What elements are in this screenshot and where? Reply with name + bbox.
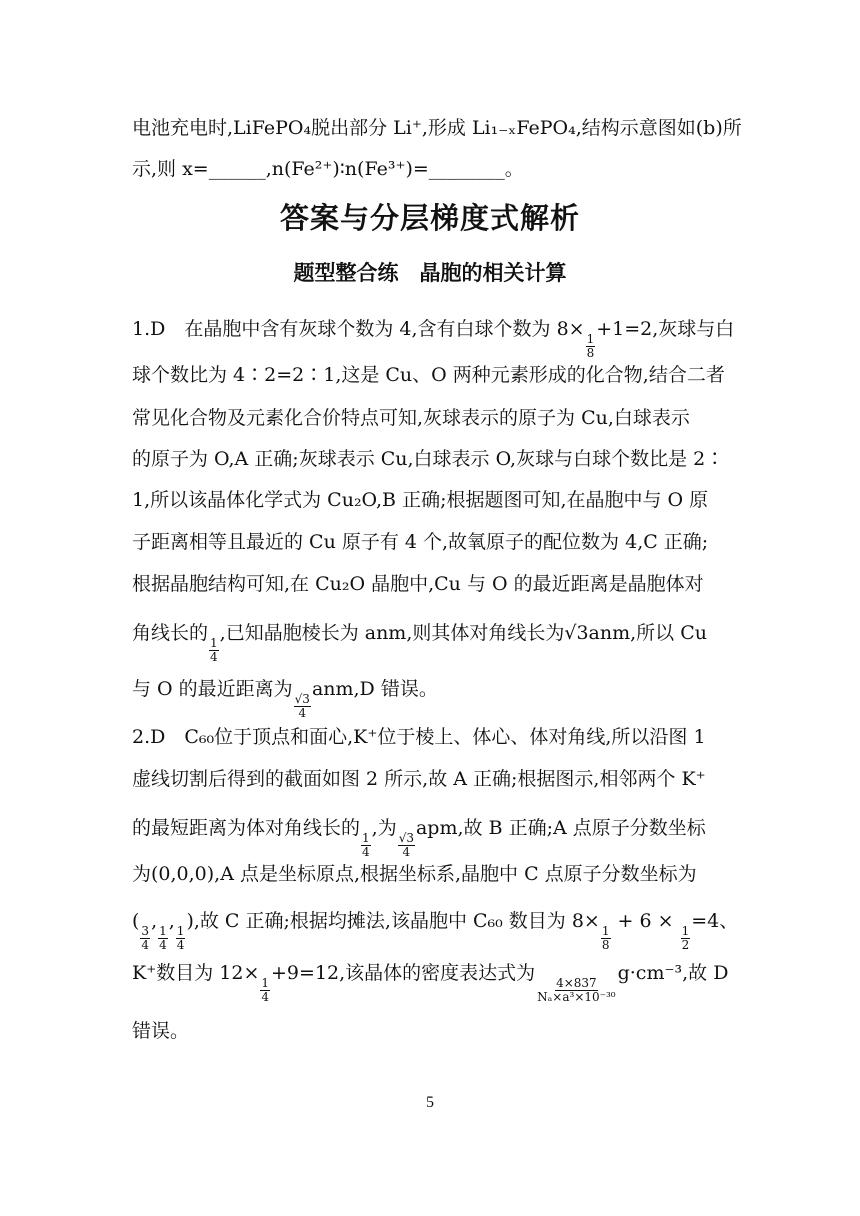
answer1-line-4: 的原子为 O,A 正确;灰球表示 Cu,白球表示 O,灰球与白球个数比是 2∶ <box>132 448 725 470</box>
answer2-line-1: 2.D C₆₀位于顶点和面心,K⁺位于棱上、体心、体对角线,所以沿图 1 <box>132 726 706 748</box>
intro-line-2: 示,则 x=______,n(Fe²⁺)∶n(Fe³⁺)=________。 <box>132 158 524 180</box>
fraction-1-8: $\frac{1}{8}$ <box>586 332 595 360</box>
answer1-line-6: 子距离相等且最近的 Cu 原子有 4 个,故氧原子的配位数为 4,C 正确; <box>132 531 709 553</box>
answer2-line-2: 虚线切割后得到的截面如图 2 所示,故 A 正确;根据图示,相邻两个 K⁺ <box>132 768 706 790</box>
density-fraction: $\frac{4\times 837}{\text{Nₐ×a³×10⁻³⁰}}$ <box>537 976 616 1004</box>
answer2-line-6: K⁺数目为 12× $\frac{1}{4}$ +9=12,该晶体的密度表达式为 $\frac{4\times 837}{\text{Nₐ×a³×10⁻³⁰}}$ g·cm⁻³,故 D <box>132 962 729 1004</box>
fraction-sqrt3-4: $\frac{√3}{4}$ <box>398 831 414 859</box>
answer2-line-4: 为(0,0,0),A 点是坐标原点,根据坐标系,晶胞中 C 点原子分数坐标为 <box>132 863 697 885</box>
answer2-line-5: ( $\frac{3}{4}$ , $\frac{1}{4}$ , $\frac{1}{4}$ ),故 C 正确;根据均摊法,该晶胞中 C₆₀ 数目为 8× $\frac{1}{8}$ + 6 × $\frac{1}{2}$ =4、 <box>132 910 739 952</box>
fraction-1-8: $\frac{1}{8}$ <box>601 924 610 952</box>
answer1-line-2: 球个数比为 4∶2=2∶1,这是 Cu、O 两种元素形成的化合物,结合二者 <box>132 364 725 386</box>
fraction-1-2: $\frac{1}{2}$ <box>681 924 690 952</box>
answer1-line-8: 角线长的 $\frac{1}{4}$ ,已知晶胞棱长为 anm,则其体对角线长为√3anm,所以 Cu <box>132 622 707 664</box>
intro-line-1: 电池充电时,LiFePO₄脱出部分 Li⁺,形成 Li₁₋ₓFePO₄,结构示意图如(b)所 <box>132 117 742 139</box>
answer2-line-7: 错误。 <box>132 1020 190 1042</box>
answer1-line-7: 根据晶胞结构可知,在 Cu₂O 晶胞中,Cu 与 O 的最近距离是晶胞体对 <box>132 573 704 595</box>
fraction-sqrt3-4: $\frac{√3}{4}$ <box>294 692 310 720</box>
fraction-1-4: $\frac{1}{4}$ <box>176 924 185 952</box>
fraction-3-4: $\frac{3}{4}$ <box>141 924 150 952</box>
fraction-1-4: $\frac{1}{4}$ <box>210 636 218 664</box>
answer1-line-5: 1,所以该晶体化学式为 Cu₂O,B 正确;根据题图可知,在晶胞中与 O 原 <box>132 489 709 511</box>
answer2-line-3: 的最短距离为体对角线长的 $\frac{1}{4}$ ,为 $\frac{√3}{4}$ apm,故 B 正确;A 点原子分数坐标 <box>132 817 706 859</box>
page-number: 5 <box>426 1094 434 1111</box>
answer1-line-9: 与 O 的最近距离为 $\frac{√3}{4}$ anm,D 错误。 <box>132 678 438 720</box>
answer1-line-1: 1.D 在晶胞中含有灰球个数为 4,含有白球个数为 8× $\frac{1}{8}$ +1=2,灰球与白 <box>132 318 735 360</box>
section-heading: 答案与分层梯度式解析 <box>279 201 580 235</box>
fraction-1-4: $\frac{1}{4}$ <box>261 976 270 1004</box>
section-subheading: 题型整合练 晶胞的相关计算 <box>293 261 567 285</box>
answer1-line-3: 常见化合物及元素化合价特点可知,灰球表示的原子为 Cu,白球表示 <box>132 407 690 429</box>
fraction-1-4: $\frac{1}{4}$ <box>159 924 167 952</box>
fraction-1-4: $\frac{1}{4}$ <box>362 831 370 859</box>
